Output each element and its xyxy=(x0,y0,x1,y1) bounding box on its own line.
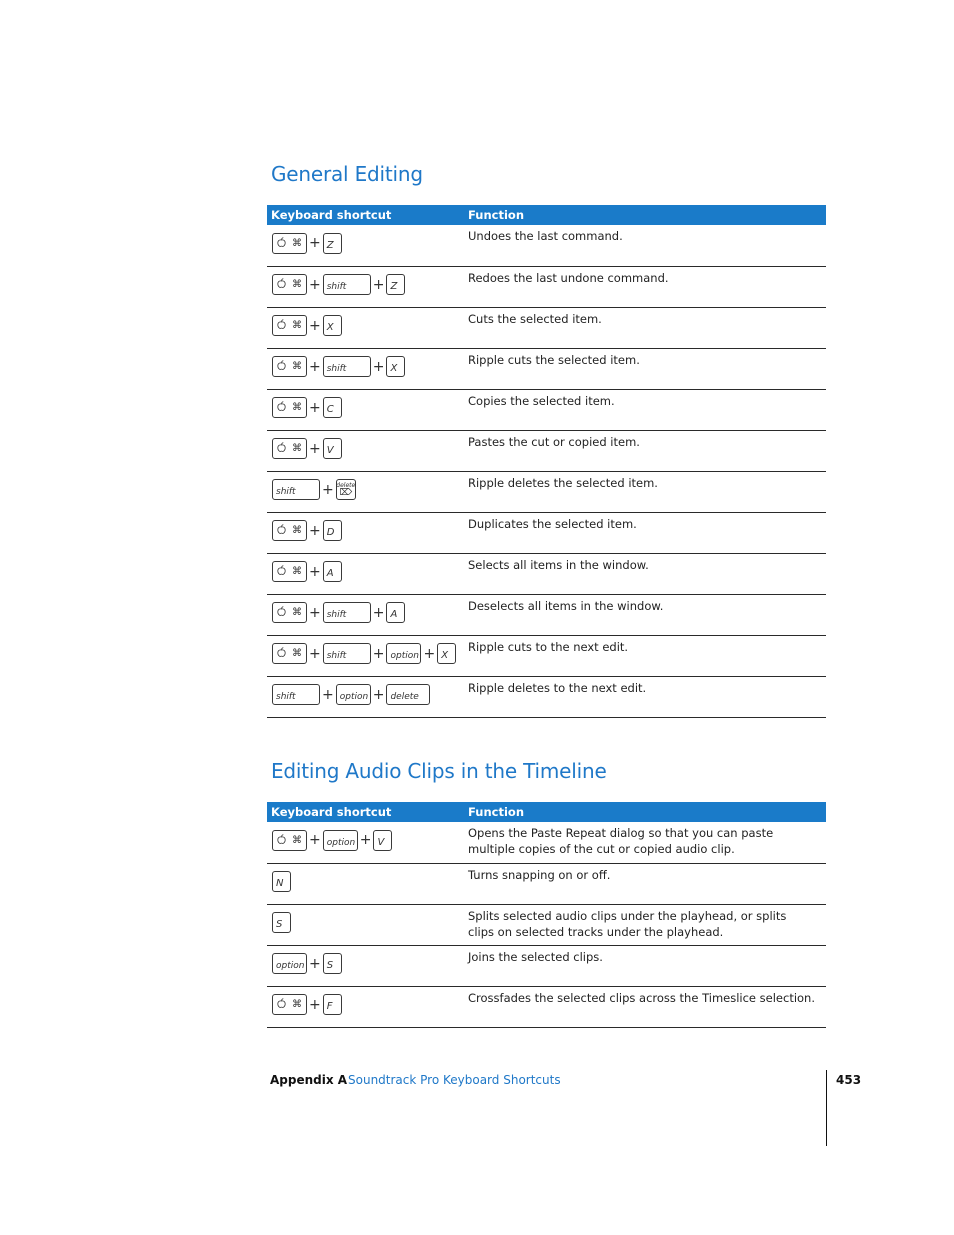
shortcut-cell xyxy=(267,594,464,635)
command-icon: ⌘ xyxy=(292,834,302,846)
key-combo xyxy=(272,871,464,893)
plus-icon: + xyxy=(309,832,321,848)
shift-key: shift xyxy=(272,479,320,500)
command-icon: ⌘ xyxy=(292,607,302,618)
plus-icon: + xyxy=(359,832,372,848)
command-icon: ⌘ xyxy=(292,648,302,659)
table-row xyxy=(267,822,826,863)
function-cell: Selects all items in the window. xyxy=(464,553,826,594)
shortcut-cell xyxy=(267,430,464,471)
function-cell: Cuts the selected item. xyxy=(464,307,826,348)
key-combo xyxy=(272,479,464,501)
shortcut-cell xyxy=(267,307,464,348)
letter-key: Z xyxy=(323,233,342,254)
command-icon: ⌘ xyxy=(292,999,302,1010)
plus-icon: + xyxy=(309,317,321,334)
plus-icon: + xyxy=(309,235,321,251)
command-key xyxy=(272,315,307,336)
apple-icon xyxy=(277,319,286,332)
key-combo xyxy=(272,602,464,624)
shortcut-cell xyxy=(267,348,464,389)
command-key xyxy=(272,643,307,664)
letter-key: V xyxy=(373,830,392,851)
shift-key: shift xyxy=(323,356,371,377)
function-cell: Splits selected audio clips under the playhead, or splits clips on selected tracks under the playhead. xyxy=(464,904,826,945)
plus-icon: + xyxy=(372,645,385,662)
plus-icon: + xyxy=(309,399,321,416)
letter-key: S xyxy=(272,912,291,933)
command-key xyxy=(272,356,307,377)
command-key xyxy=(272,994,307,1015)
delete-icon: ⌦ xyxy=(339,488,353,498)
letter-key: X xyxy=(386,356,405,377)
table-header-row xyxy=(267,205,826,225)
key-combo xyxy=(272,643,464,665)
table-row xyxy=(267,904,826,945)
letter-key: X xyxy=(437,643,456,664)
shortcut-cell xyxy=(267,904,464,945)
apple-icon xyxy=(277,998,286,1011)
shortcut-cell xyxy=(267,389,464,430)
command-icon: ⌘ xyxy=(292,566,302,577)
plus-icon: + xyxy=(372,276,385,293)
apple-icon xyxy=(277,401,286,414)
delete-key-label: delete xyxy=(336,482,356,489)
shift-key: shift xyxy=(323,274,371,295)
plus-icon: + xyxy=(309,996,321,1013)
footer-appendix-label: Appendix A xyxy=(270,1073,348,1087)
key-combo xyxy=(272,912,464,934)
function-cell: Opens the Paste Repeat dialog so that you can paste multiple copies of the cut or copied audio clip. xyxy=(464,822,826,863)
plus-icon: + xyxy=(309,955,321,972)
shortcut-cell xyxy=(267,471,464,512)
letter-key: V xyxy=(323,438,342,459)
command-key xyxy=(272,274,307,295)
plus-icon: + xyxy=(322,686,334,703)
key-combo xyxy=(272,520,464,542)
plus-icon: + xyxy=(372,604,385,621)
table-row xyxy=(267,225,826,266)
command-icon: ⌘ xyxy=(292,320,302,331)
shift-key: shift xyxy=(323,643,371,664)
shift-key: shift xyxy=(323,602,371,623)
shortcut-cell xyxy=(267,822,464,863)
general-editing-rows xyxy=(267,225,826,717)
function-cell: Ripple deletes to the next edit. xyxy=(464,676,826,717)
key-combo xyxy=(272,994,464,1016)
table-row xyxy=(267,553,826,594)
apple-icon xyxy=(277,834,286,847)
function-cell: Copies the selected item. xyxy=(464,389,826,430)
letter-key: A xyxy=(323,561,342,582)
plus-icon: + xyxy=(309,522,321,539)
key-combo xyxy=(272,232,464,254)
key-combo xyxy=(272,438,464,460)
apple-icon xyxy=(277,360,286,373)
shortcut-cell xyxy=(267,266,464,307)
plus-icon: + xyxy=(322,481,334,498)
apple-icon xyxy=(277,442,286,455)
key-combo xyxy=(272,274,464,296)
plus-icon: + xyxy=(309,604,321,621)
section-title-general-editing: General Editing xyxy=(271,162,423,186)
table-row xyxy=(267,266,826,307)
key-combo xyxy=(272,561,464,583)
function-cell: Deselects all items in the window. xyxy=(464,594,826,635)
page-number: 453 xyxy=(836,1073,862,1087)
command-icon: ⌘ xyxy=(292,361,302,372)
letter-key: S xyxy=(323,953,342,974)
editing-audio-rows xyxy=(267,822,826,1027)
command-key xyxy=(272,520,307,541)
letter-key: F xyxy=(323,994,342,1015)
key-combo xyxy=(272,829,464,851)
command-key xyxy=(272,602,307,623)
plus-icon: + xyxy=(423,645,436,662)
option-key: option xyxy=(272,953,307,974)
letter-key: A xyxy=(386,602,405,623)
footer-divider xyxy=(826,1070,827,1146)
table-row xyxy=(267,430,826,471)
plus-icon: + xyxy=(309,440,321,457)
delete-key xyxy=(336,479,356,500)
table-row xyxy=(267,389,826,430)
command-key xyxy=(272,561,307,582)
apple-icon xyxy=(277,606,286,619)
plus-icon: + xyxy=(309,645,321,662)
letter-key: X xyxy=(323,315,342,336)
command-key xyxy=(272,830,307,851)
table-header-row xyxy=(267,802,826,822)
key-combo xyxy=(272,397,464,419)
shortcut-cell xyxy=(267,863,464,904)
shortcut-cell xyxy=(267,676,464,717)
table-row xyxy=(267,986,826,1027)
letter-key: Z xyxy=(386,274,405,295)
shortcut-cell xyxy=(267,986,464,1027)
apple-icon xyxy=(277,278,286,291)
command-icon: ⌘ xyxy=(292,279,302,290)
key-combo xyxy=(272,684,464,706)
key-combo xyxy=(272,356,464,378)
table-row xyxy=(267,594,826,635)
plus-icon: + xyxy=(309,358,321,375)
table-row xyxy=(267,348,826,389)
function-cell: Ripple cuts to the next edit. xyxy=(464,635,826,676)
shortcut-cell xyxy=(267,635,464,676)
shortcut-cell xyxy=(267,553,464,594)
option-key: option xyxy=(336,684,371,705)
footer-chapter-title: Soundtrack Pro Keyboard Shortcuts xyxy=(348,1073,561,1087)
plus-icon: + xyxy=(372,358,385,375)
option-key: option xyxy=(386,643,421,664)
plus-icon: + xyxy=(309,276,321,293)
delete-key: delete xyxy=(386,684,430,705)
function-cell: Crossfades the selected clips across the Timeslice selection. xyxy=(464,986,826,1027)
command-icon: ⌘ xyxy=(292,443,302,454)
table-row xyxy=(267,471,826,512)
command-key xyxy=(272,397,307,418)
table-row xyxy=(267,635,826,676)
shortcut-cell xyxy=(267,512,464,553)
general-editing-table xyxy=(267,205,826,718)
function-cell: Ripple deletes the selected item. xyxy=(464,471,826,512)
function-cell: Redoes the last undone command. xyxy=(464,266,826,307)
section-title-editing-audio: Editing Audio Clips in the Timeline xyxy=(271,759,607,783)
table-row xyxy=(267,945,826,986)
command-icon: ⌘ xyxy=(292,237,302,249)
apple-icon xyxy=(277,237,286,250)
function-cell: Undoes the last command. xyxy=(464,225,826,266)
table-row xyxy=(267,307,826,348)
function-cell: Pastes the cut or copied item. xyxy=(464,430,826,471)
letter-key: C xyxy=(323,397,342,418)
table-row xyxy=(267,512,826,553)
function-cell: Joins the selected clips. xyxy=(464,945,826,986)
command-key xyxy=(272,233,307,254)
key-combo xyxy=(272,953,464,975)
table-row xyxy=(267,676,826,717)
shortcut-cell xyxy=(267,225,464,266)
column-header-function: Function xyxy=(464,205,826,225)
option-key: option xyxy=(323,830,358,851)
table-row xyxy=(267,863,826,904)
function-cell: Ripple cuts the selected item. xyxy=(464,348,826,389)
editing-audio-table xyxy=(267,802,826,1028)
command-icon: ⌘ xyxy=(292,525,302,536)
apple-icon xyxy=(277,647,286,660)
column-header-shortcut: Keyboard shortcut xyxy=(267,802,464,822)
function-cell: Duplicates the selected item. xyxy=(464,512,826,553)
plus-icon: + xyxy=(372,686,385,703)
command-icon: ⌘ xyxy=(292,402,302,413)
letter-key: N xyxy=(272,871,291,892)
shortcut-cell xyxy=(267,945,464,986)
shift-key: shift xyxy=(272,684,320,705)
apple-icon xyxy=(277,524,286,537)
plus-icon: + xyxy=(309,563,321,580)
function-cell: Turns snapping on or off. xyxy=(464,863,826,904)
column-header-function: Function xyxy=(464,802,826,822)
letter-key: D xyxy=(323,520,342,541)
column-header-shortcut: Keyboard shortcut xyxy=(267,205,464,225)
key-combo xyxy=(272,315,464,337)
command-key xyxy=(272,438,307,459)
apple-icon xyxy=(277,565,286,578)
